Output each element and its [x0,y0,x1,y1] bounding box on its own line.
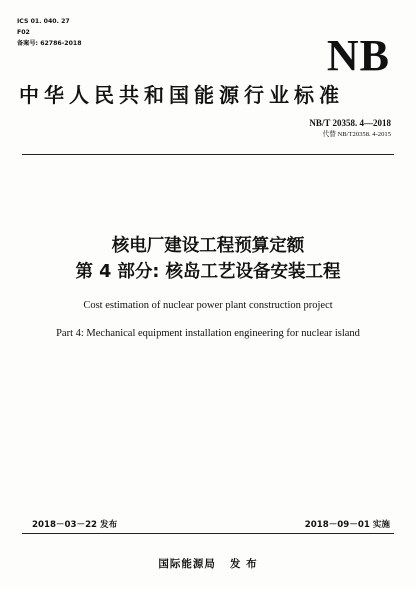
replaced-standard: 代替 NB/T20358. 4-2015 [322,131,391,138]
standard-number: NB/T 20358. 4—2018 [309,118,391,128]
top-divider [22,154,394,155]
nb-logo: NB [326,31,390,80]
document-title-en-line2: Part 4: Mechanical equipment installation engineering for nuclear island [56,328,360,339]
document-title-cn-line2: 第 4 部分: 核岛工艺设备安装工程 [75,262,341,282]
header-meta [17,16,82,49]
document-title-cn-line1: 核电厂建设工程预算定额 [111,236,305,256]
record-number: 备案号: 62786-2018 [17,40,82,47]
bottom-divider [22,533,394,534]
standard-category-title: 中华人民共和国能源行业标准 [19,83,344,107]
publisher-line [0,557,416,571]
ccs-code: F02 [17,29,30,36]
implementation-date: 2018－09－01 实施 [304,520,390,530]
document-title-en-line1: Cost estimation of nuclear power plant construction project [83,300,333,311]
publish-action: 发 布 [229,558,258,570]
ics-code: ICS 01. 040. 27 [17,18,70,25]
publisher-name: 国际能源局 [158,558,216,570]
issue-date: 2018－03－22 发布 [32,520,118,530]
